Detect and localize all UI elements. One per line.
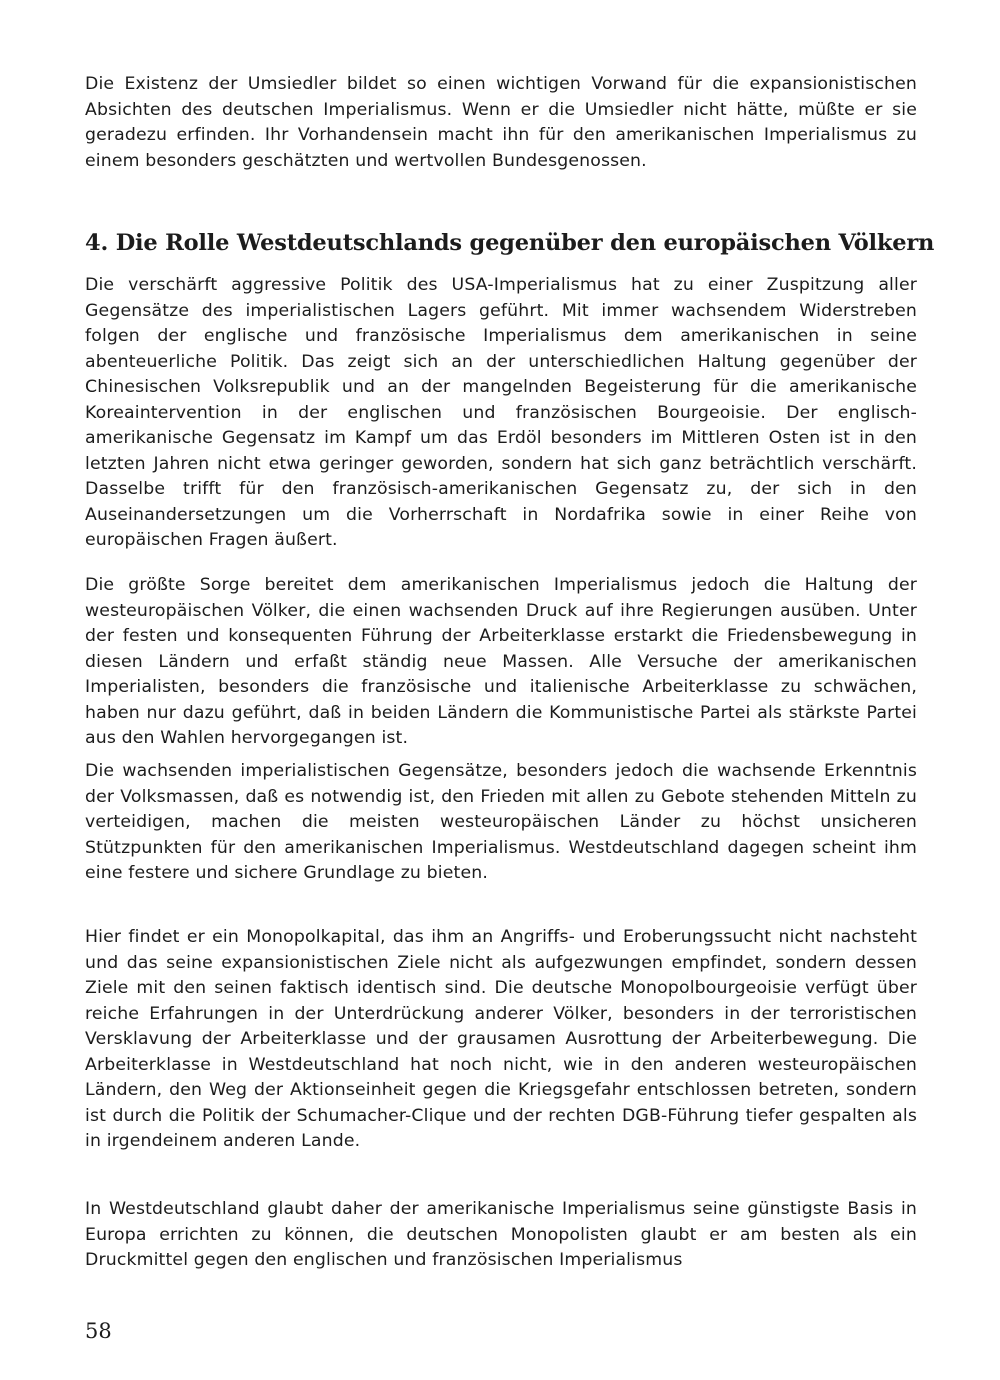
intro-paragraph: Die Existenz der Umsiedler bildet so einen wichtigen Vorwand für die expansionistischen Absichten des deutschen Imperialismus. Wenn er die Umsiedler nicht hätte, müßte er sie geradezu erfinden. Ihr Vorhandensein macht ihn für den amerikanischen Imperialismus zu einem besonders geschätzten und wertvollen Bundesgenossen. <box>85 74 917 171</box>
page-number: 58 <box>85 1319 112 1343</box>
body-paragraph-2: Die größte Sorge bereitet dem amerikanischen Imperialismus jedoch die Haltung der westeuropäischen Völker, die einen wachsenden Druck auf ihre Regierungen ausüben. Unter der festen und konsequenten Führung der Arbeiterklasse erstarkt die Friedensbewegung in diesen Ländern und erfaßt ständig neue Massen. Alle Versuche der amerikanischen Imperialisten, besonders die französische und italienische Arbeiterklasse zu schwächen, haben nur dazu geführt, daß in beiden Ländern die Kommunistische Partei als stärkste Partei aus den Wahlen hervorgegangen ist. <box>85 575 917 748</box>
body-paragraph-1: Die verschärft aggressive Politik des USA-Imperialismus hat zu einer Zuspitzung aller Gegensätze des imperialistischen Lagers geführt. Mit immer wachsendem Widerstreben folgen der englische und französische Imperialismus dem amerikanischen in seine abenteuerliche Politik. Das zeigt sich an der unterschiedlichen Haltung gegenüber der Chinesischen Volksrepublik und an der mangelnden Begeisterung für die amerikanische Koreaintervention in der englischen und französischen Bourgeoisie. Der englisch-amerikanische Gegensatz im Kampf um das Erdöl besonders im Mittleren Osten ist in den letzten Jahren nicht etwa geringer geworden, sondern hat sich ganz beträchtlich verschärft. Dasselbe trifft für den französisch-amerikanischen Gegensatz zu, der sich in den Auseinandersetzungen um die Vorherrschaft in Nordafrika sowie in einer Reihe von europäischen Fragen äußert. <box>85 275 917 550</box>
section-heading: 4. Die Rolle Westdeutschlands gegenüber den europäischen Völkern <box>85 230 935 256</box>
body-paragraph-4: Hier findet er ein Monopolkapital, das ihm an Angriffs- und Eroberungssucht nicht nachsteht und das seine expansionistischen Ziele nicht als aufgezwungen empfindet, sondern dessen Ziele mit den seinen faktisch identisch sind. Die deutsche Monopolbourgeoisie verfügt über reiche Erfahrungen in der Unterdrückung anderer Völker, besonders in der terroristischen Versklavung der Arbeiterklasse und der grausamen Ausrottung der Arbeiterbewegung. Die Arbeiterklasse in Westdeutschland hat noch nicht, wie in den anderen westeuropäischen Ländern, den Weg der Aktionseinheit gegen die Kriegsgefahr entschlossen betreten, sondern ist durch die Politik der Schumacher-Clique und der rechten DGB-Führung tiefer gespalten als in irgendeinem anderen Lande. <box>85 927 917 1151</box>
body-paragraph-3: Die wachsenden imperialistischen Gegensätze, besonders jedoch die wachsende Erkenntnis der Volksmassen, daß es notwendig ist, den Frieden mit allen zu Gebote stehenden Mitteln zu verteidigen, machen die meisten westeuropäischen Länder zu höchst unsicheren Stützpunkten für den amerikanischen Imperialismus. Westdeutschland dagegen scheint ihm eine festere und sichere Grundlage zu bieten. <box>85 761 917 883</box>
body-paragraph-5: In Westdeutschland glaubt daher der amerikanische Imperialismus seine günstigste Basis in Europa errichten zu können, die deutschen Monopolisten glaubt er am besten als ein Druckmittel gegen den englischen und französischen Imperialismus <box>85 1199 917 1270</box>
